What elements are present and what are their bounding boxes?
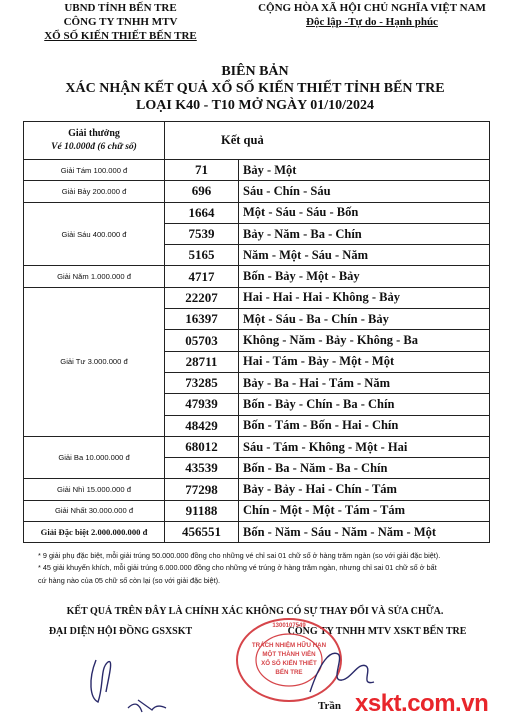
note-1: * 9 giải phụ đặc biệt, mỗi giải trúng 50.000.000 đồng cho những vé chỉ sai 01 chữ số ở hàng trăm ngàn (so với giải đặc biệt). bbox=[38, 551, 441, 560]
winning-number: 28711 bbox=[165, 351, 239, 372]
table-row bbox=[24, 436, 490, 457]
number-in-words: Bốn - Ba - Năm - Ba - Chín bbox=[239, 458, 490, 479]
winning-number: 71 bbox=[165, 160, 239, 181]
table-row bbox=[24, 266, 490, 287]
company-representative: CÔNG TY TNHH MTV XSKT BẾN TRE bbox=[287, 626, 467, 637]
table-row bbox=[24, 181, 490, 202]
confirmation-statement: KẾT QUẢ TRÊN ĐÂY LÀ CHÍNH XÁC KHÔNG CÓ SỰ THAY ĐỔI VÀ SỬA CHỮA. bbox=[66, 606, 444, 617]
result-column-header: Kết quả bbox=[165, 122, 490, 160]
winning-number: 05703 bbox=[165, 330, 239, 351]
winning-number: 68012 bbox=[165, 436, 239, 457]
prize-cell: Giải Sáu 400.000 đ bbox=[24, 202, 165, 266]
stamp-code: 1300107549 bbox=[272, 623, 306, 629]
stamp-text-line: MỘT THÀNH VIÊN bbox=[262, 651, 316, 658]
number-in-words: Chín - Một - Một - Tám - Tám bbox=[239, 500, 490, 521]
note-2: * 45 giải khuyến khích, mỗi giải trúng 6.000.000 đồng cho những vé trúng ở hàng trăm ngàn, nhưng chỉ sai 01 chữ số ở bất bbox=[38, 563, 437, 573]
prize-cell: Giải Nhì 15.000.000 đ bbox=[24, 479, 165, 500]
table-row bbox=[24, 287, 490, 308]
winning-number: 47939 bbox=[165, 394, 239, 415]
number-in-words: Bốn - Bảy - Chín - Ba - Chín bbox=[239, 394, 490, 415]
prize-cell: Giải Bảy 200.000 đ bbox=[24, 181, 165, 202]
draw-info: LOẠI K40 - T10 MỞ NGÀY 01/10/2024 bbox=[135, 98, 374, 113]
winning-number: 43539 bbox=[165, 458, 239, 479]
number-in-words: Một - Sáu - Ba - Chín - Bảy bbox=[239, 309, 490, 330]
winning-number: 1664 bbox=[165, 202, 239, 223]
number-in-words: Năm - Một - Sáu - Năm bbox=[239, 245, 490, 266]
number-in-words: Sáu - Chín - Sáu bbox=[239, 181, 490, 202]
winning-number: 48429 bbox=[165, 415, 239, 436]
table-header-row bbox=[24, 122, 490, 160]
number-in-words: Bốn - Tám - Bốn - Hai - Chín bbox=[239, 415, 490, 436]
issuer-line-3: XỔ SỐ KIẾN THIẾT BẾN TRE bbox=[44, 29, 197, 42]
issuer-line-2: CÔNG TY TNHH MTV bbox=[63, 15, 178, 28]
table-row bbox=[24, 202, 490, 223]
winning-number: 22207 bbox=[165, 287, 239, 308]
prize-cell: Giải Năm 1.000.000 đ bbox=[24, 266, 165, 287]
prize-cell: Giải Tám 100.000 đ bbox=[24, 160, 165, 181]
issuer-line-1: UBND TỈNH BẾN TRE bbox=[64, 2, 177, 14]
stamp-text-line: BẾN TRE bbox=[275, 669, 303, 676]
number-in-words: Bốn - Bảy - Một - Bảy bbox=[239, 266, 490, 287]
winning-number: 7539 bbox=[165, 223, 239, 244]
prize-cell: Giải Ba 10.000.000 đ bbox=[24, 436, 165, 479]
number-in-words: Không - Năm - Bảy - Không - Ba bbox=[239, 330, 490, 351]
doc-subtitle: XÁC NHẬN KẾT QUẢ XỔ SỐ KIẾN THIẾT TỈNH BẾN TRE bbox=[65, 81, 445, 96]
table-row bbox=[24, 479, 490, 500]
winning-number: 77298 bbox=[165, 479, 239, 500]
national-header bbox=[238, 2, 506, 30]
prize-column-header: Giải thưởng Vé 10.000đ (6 chữ số) bbox=[24, 122, 165, 160]
number-in-words: Một - Sáu - Sáu - Bốn bbox=[239, 202, 490, 223]
prize-cell: Giải Đặc biệt 2.000.000.000 đ bbox=[24, 522, 165, 543]
table-row bbox=[24, 500, 490, 521]
prize-cell: Giải Nhất 30.000.000 đ bbox=[24, 500, 165, 521]
number-in-words: Bảy - Năm - Ba - Chín bbox=[239, 223, 490, 244]
number-in-words: Sáu - Tám - Không - Một - Hai bbox=[239, 436, 490, 457]
issuer-header bbox=[18, 2, 223, 43]
national-title: CỘNG HÒA XÃ HỘI CHỦ NGHĨA VIỆT NAM bbox=[258, 2, 486, 14]
doc-title: BIÊN BẢN bbox=[221, 64, 289, 79]
winning-number: 4717 bbox=[165, 266, 239, 287]
number-in-words: Bảy - Ba - Hai - Tám - Năm bbox=[239, 372, 490, 393]
winning-number: 16397 bbox=[165, 309, 239, 330]
note-3: cứ hàng nào của 05 chữ số còn lại (so với giải đặc biệt). bbox=[38, 575, 221, 585]
council-signature bbox=[78, 640, 168, 720]
stamp-text-line: XỔ SỐ KIẾN THIẾT bbox=[261, 660, 317, 667]
winning-number: 696 bbox=[165, 181, 239, 202]
prize-cell: Giải Tư 3.000.000 đ bbox=[24, 287, 165, 436]
winning-number: 73285 bbox=[165, 372, 239, 393]
watermark-logo: xskt.com.vn bbox=[355, 690, 489, 717]
council-representative: ĐẠI DIỆN HỘI ĐỒNG GSXSKT bbox=[48, 626, 193, 637]
stamp-text-line: TRÁCH NHIỆM HỮU HẠN bbox=[251, 642, 327, 649]
number-in-words: Bảy - Bảy - Hai - Chín - Tám bbox=[239, 479, 490, 500]
winning-number: 91188 bbox=[165, 500, 239, 521]
results-table bbox=[23, 121, 490, 543]
national-motto: Độc lập -Tự do - Hạnh phúc bbox=[306, 15, 438, 28]
notes bbox=[38, 550, 488, 587]
table-row bbox=[24, 160, 490, 181]
winning-number: 456551 bbox=[165, 522, 239, 543]
number-in-words: Hai - Hai - Hai - Không - Bảy bbox=[239, 287, 490, 308]
table-row bbox=[24, 522, 490, 543]
number-in-words: Bốn - Năm - Sáu - Năm - Năm - Một bbox=[239, 522, 490, 543]
signer-name: Trần bbox=[318, 700, 342, 712]
winning-number: 5165 bbox=[165, 245, 239, 266]
number-in-words: Bảy - Một bbox=[239, 160, 490, 181]
number-in-words: Hai - Tám - Bảy - Một - Một bbox=[239, 351, 490, 372]
